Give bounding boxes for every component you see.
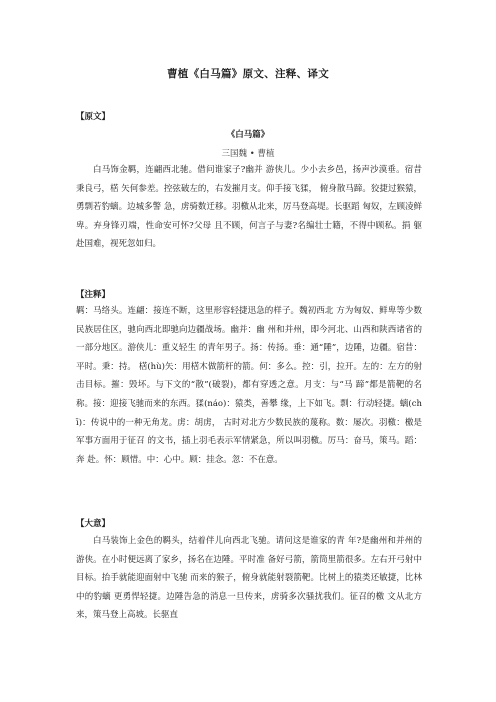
poem-title: 《白马篇》 (226, 130, 270, 140)
section-label-original: 【原文】 (76, 112, 111, 122)
poem-author: 三国魏 • 曹植 (221, 149, 275, 159)
document-title: 曹植《白马篇》原文、注释、译文 (167, 68, 329, 80)
notes-text: 羁：马络头。连翩：接连不断，这里形容轻捷迅急的样子。魏初西北 方为匈奴、鲜卑等少数民族居住区，驰向西北即驰向边疆战场。幽并：幽 州和并州，即今河北、山西和陕西诸省的一部分地区。游侠儿：重义轻生 的青年男子。扬：传扬。垂：通“陲”，边陲，边疆。宿昔：平时。秉：持。 楛(hù)矢：用楛木做箭杆的箭。何：多么。控：引，拉开。左的：左方的射 击目标。摧：毁坏。与下文的“散”(破裂)，都有穿透之意。月支：与“马 蹄”都是箭靶的名称。接：迎接飞驰而来的东西。猱(náo)：猿类，善攀 缘，上下如飞。剽：行动轻捷。螭(chī)：传说中的一种无角龙。虏：胡虏， 古时对北方少数民族的蔑称。数：屡次。羽檄：檄是军事方面用于征召 的文书，插上羽毛表示军情紧急，所以叫羽檄。厉马：奋马，策马。蹈：奔 赴。怀：顾惜。中：心中。顾：挂念。忽：不在意。 (76, 306, 422, 465)
poem-text: 白马饰金羁，连翩西北驰。借问谁家子?幽并 游侠儿。少小去乡邑，扬声沙漠垂。宿昔秉良弓，楛 矢何参差。控弦破左的，右发摧月支。仰手接飞猱， 俯身散马蹄。狡捷过猴猿，勇剽若豹螭。边城多警 急，虏骑数迁移。羽檄从北来，厉马登高堤。长驱蹈 匈奴，左顾凌鲜卑。弃身锋刃端，性命安可怀?父母 且不顾，何言子与妻?名编壮士籍，不得中顾私。捐 躯赴国难，视死忽如归。 (76, 165, 422, 250)
summary-text: 白马装饰上金色的羁头，结着伴儿向西北飞驰。请问这是谁家的青 年?是幽州和并州的游侠。在小时便远离了家乡，扬名在边陲。平时准 备好弓箭，箭筒里箭很多。左右开弓射中目标。抬手就能迎面射中飞驰 而来的猴子，俯身就能射裂箭靶。比树上的猿类还敏捷，比林中的豹螭 更勇悍轻捷。边陲告急的消息一旦传来，虏骑多次骚扰我们。征召的檄 文从北方来，策马登上高坡。长驱直 (76, 536, 422, 621)
section-label-notes: 【注释】 (76, 290, 111, 300)
section-label-summary: 【大意】 (76, 519, 111, 529)
